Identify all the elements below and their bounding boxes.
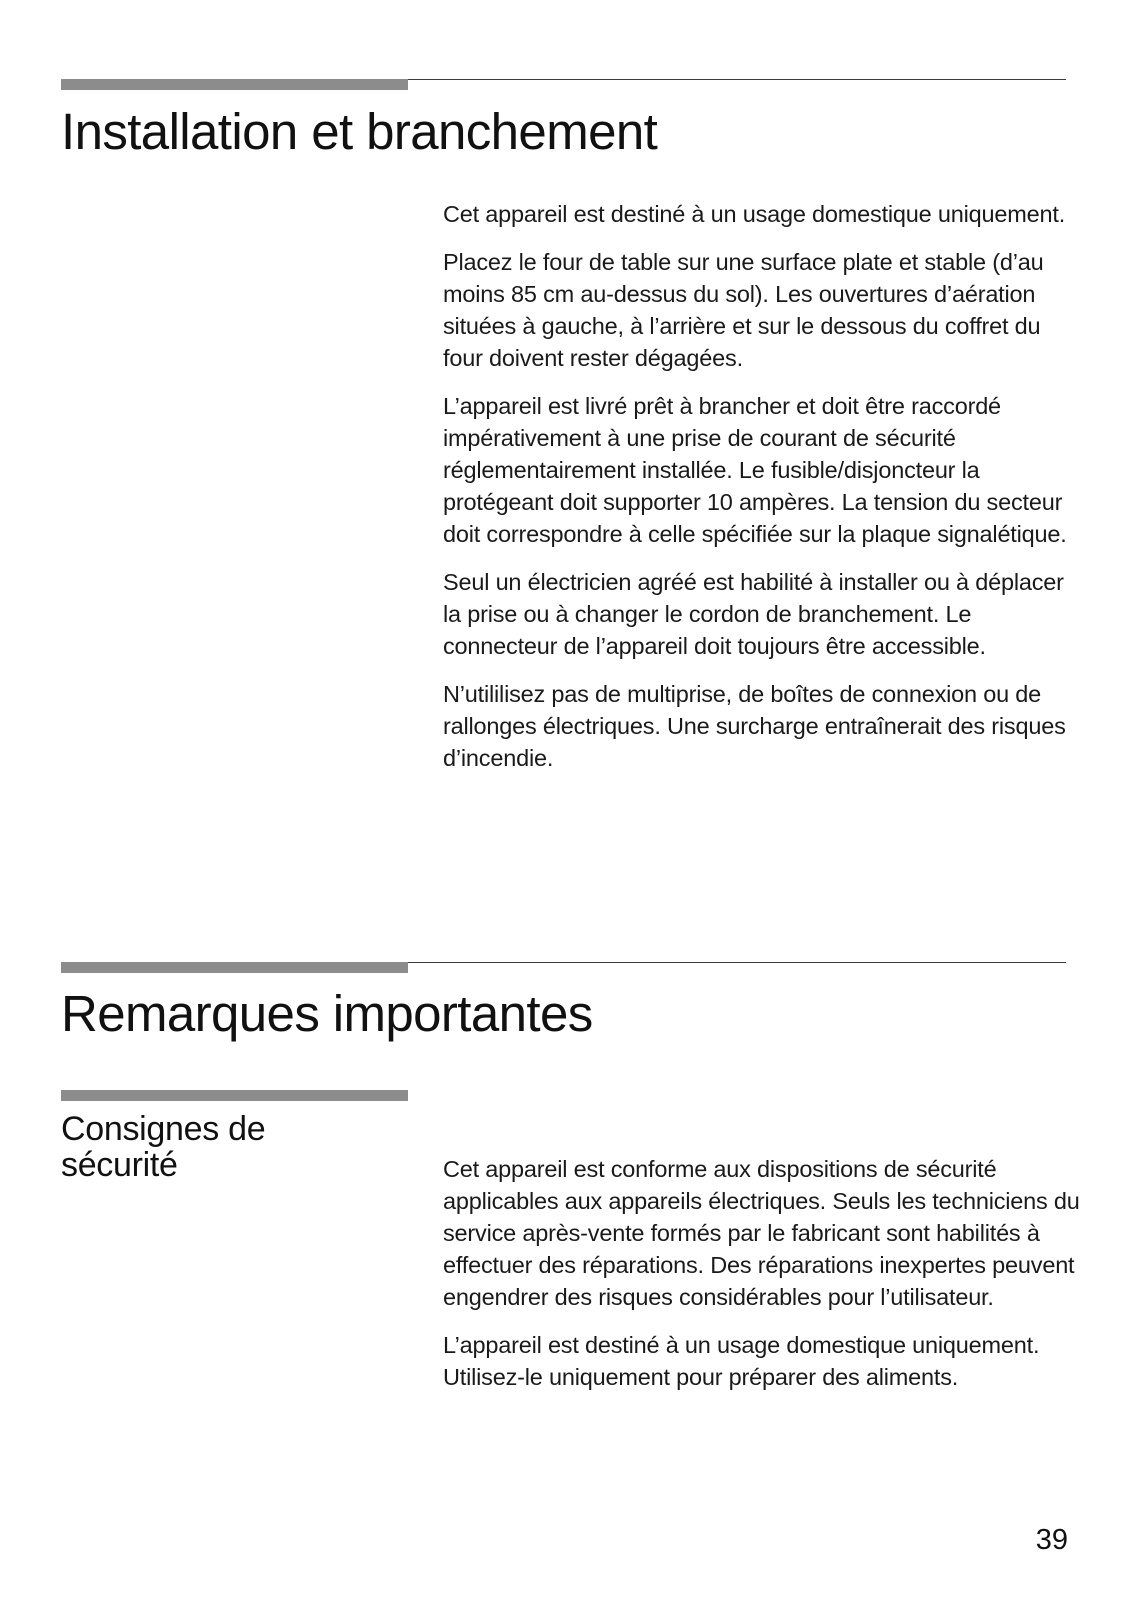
rule-thick-bar	[61, 79, 408, 90]
page-number: 39	[1035, 1524, 1068, 1556]
consignes-paragraph: Cet appareil est conforme aux dispositions de sécurité applicables aux appareils électriques. Seuls les techniciens du service après-vente formés par le fabricant sont habilités à effectuer des réparations. Des réparations inexpertes peuvent engendrer des risques considérables pour l’utilisateur.	[443, 1156, 1080, 1310]
subsection-rule-consignes	[61, 1090, 408, 1101]
heading-installation: Installation et branchement	[61, 103, 658, 160]
subheading-consignes: Consignes de sécurité	[61, 1110, 266, 1184]
installation-paragraph: Seul un électricien agréé est habilité à installer ou à déplacer la prise ou à changer le cordon de branchement. Le connecteur de l’appareil doit toujours être accessible.	[443, 569, 1064, 659]
rule-thick-bar	[61, 962, 408, 973]
consignes-paragraph: L’appareil est destiné à un usage domestique uniquement. Utilisez-le uniquement pour préparer des aliments.	[443, 1332, 1040, 1390]
installation-body	[443, 198, 1083, 790]
heading-remarques: Remarques importantes	[61, 985, 593, 1042]
consignes-body	[443, 1153, 1083, 1409]
installation-paragraph: Placez le four de table sur une surface plate et stable (d’au moins 85 cm au-dessus du sol). Les ouvertures d’aération situées à gauche, à l’arrière et sur le dessous du coffret du four doivent rester dégagées.	[443, 249, 1044, 371]
installation-paragraph: N’utililisez pas de multiprise, de boîtes de connexion ou de rallonges électriques. Une surcharge entraînerait des risques d’incendie.	[443, 681, 1066, 771]
installation-paragraph: L’appareil est livré prêt à brancher et doit être raccordé impérativement à une prise de courant de sécurité réglementairement installée. Le fusible/disjoncteur la protégeant doit supporter 10 ampères. La tension du secteur doit correspondre à celle spécifiée sur la plaque signalétique.	[443, 393, 1067, 547]
installation-paragraph: Cet appareil est destiné à un usage domestique uniquement.	[443, 201, 1066, 227]
